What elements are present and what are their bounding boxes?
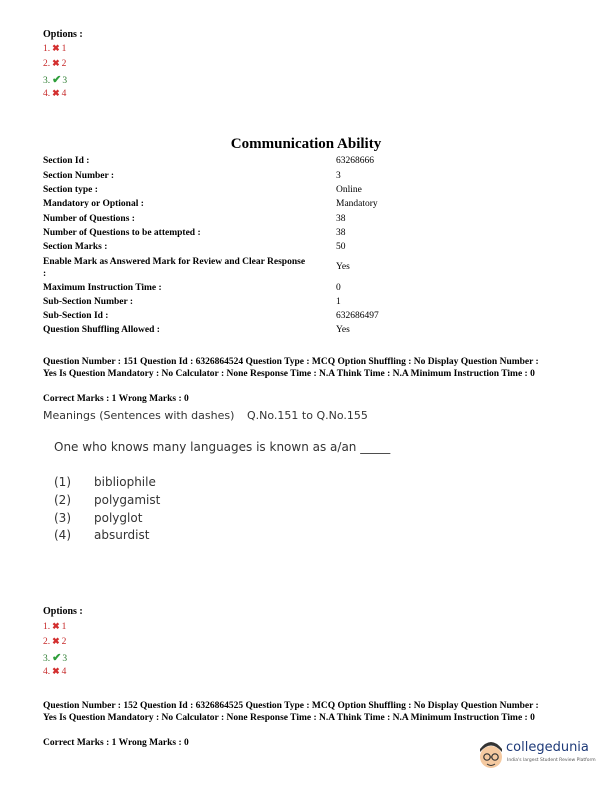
- info-value: 38: [336, 228, 346, 238]
- option-item: [43, 651, 67, 664]
- option-label: 2: [61, 59, 67, 69]
- collegedunia-logo: [476, 737, 606, 777]
- info-value: Mandatory: [336, 199, 378, 209]
- option-label: 2: [61, 637, 67, 647]
- info-label: Sub-Section Id :: [43, 311, 109, 321]
- question-header: Question Number : 152 Question Id : 6326864525 Question Type : MCQ Option Shuffling : No Display Question Number : Yes Is Question Mandatory : No Calculator : None Response Time : N.A Think Time : N.A Minimum Instruction Time : 0: [43, 701, 539, 723]
- option-item: [43, 73, 67, 86]
- info-label: Section Id :: [43, 156, 90, 166]
- option-number: 2.: [43, 59, 51, 69]
- info-value: 63268666: [336, 156, 374, 166]
- info-value: 38: [336, 214, 346, 224]
- option-number: 3.: [43, 76, 51, 86]
- info-label: Sub-Section Number :: [43, 297, 134, 307]
- question-marks: Correct Marks : 1 Wrong Marks : 0: [43, 738, 189, 748]
- option-label: 4: [61, 89, 67, 99]
- option-label: 3: [62, 76, 68, 86]
- info-label: Maximum Instruction Time :: [43, 283, 162, 293]
- option-item: [43, 666, 66, 677]
- info-label-continuation: :: [43, 269, 47, 279]
- question-text: One who knows many languages is known as a/an _____: [54, 440, 391, 454]
- option-number: 4.: [43, 667, 51, 677]
- correct-check-icon: ✔: [52, 74, 62, 86]
- option-item: [43, 43, 66, 54]
- option-label: 4: [61, 667, 67, 677]
- question-topic: Meanings (Sentences with dashes): [43, 409, 235, 422]
- logo-name: collegedunia: [506, 740, 589, 755]
- wrong-icon: ✖: [52, 621, 60, 631]
- mascot-icon: [476, 737, 506, 773]
- wrong-icon: ✖: [52, 58, 60, 68]
- choice-number: (2): [54, 493, 71, 507]
- info-label: Mandatory or Optional :: [43, 199, 144, 209]
- info-value: 1: [336, 297, 341, 307]
- info-label: Question Shuffling Allowed :: [43, 325, 160, 335]
- choice-text: bibliophile: [94, 475, 156, 489]
- option-label: 1: [61, 44, 67, 54]
- option-item: [43, 58, 66, 69]
- option-item: [43, 636, 66, 647]
- option-number: 1.: [43, 622, 51, 632]
- info-value: Yes: [336, 262, 350, 272]
- info-value: 632686497: [336, 311, 379, 321]
- choice-text: polyglot: [94, 511, 143, 525]
- info-value: 0: [336, 283, 341, 293]
- correct-check-icon: ✔: [52, 652, 62, 664]
- choice-number: (1): [54, 475, 71, 489]
- wrong-icon: ✖: [52, 666, 60, 676]
- option-item: [43, 88, 66, 99]
- choice-text: polygamist: [94, 493, 161, 507]
- info-value: Yes: [336, 325, 350, 335]
- question-header: Question Number : 151 Question Id : 6326864524 Question Type : MCQ Option Shuffling : No Display Question Number : Yes Is Question Mandatory : No Calculator : None Response Time : N.A Think Time : N.A Minimum Instruction Time : 0: [43, 357, 539, 379]
- choice-number: (3): [54, 511, 71, 525]
- info-label: Section Marks :: [43, 242, 108, 252]
- info-label: Section Number :: [43, 171, 115, 181]
- option-item: [43, 621, 66, 632]
- question-range: Q.No.151 to Q.No.155: [247, 409, 368, 422]
- info-label: Enable Mark as Answered Mark for Review and Clear Response: [43, 257, 306, 267]
- option-label: 1: [61, 622, 67, 632]
- info-label: Number of Questions to be attempted :: [43, 228, 201, 238]
- option-label: 3: [62, 654, 68, 664]
- question-marks: Correct Marks : 1 Wrong Marks : 0: [43, 394, 189, 404]
- wrong-icon: ✖: [52, 43, 60, 53]
- option-number: 4.: [43, 89, 51, 99]
- option-number: 3.: [43, 654, 51, 664]
- wrong-icon: ✖: [52, 636, 60, 646]
- option-number: 2.: [43, 637, 51, 647]
- info-value: Online: [336, 185, 362, 195]
- choice-number: (4): [54, 528, 71, 542]
- section-title: Communication Ability: [230, 136, 382, 152]
- info-label: Section type :: [43, 185, 98, 195]
- wrong-icon: ✖: [52, 88, 60, 98]
- choice-text: absurdist: [94, 528, 150, 542]
- info-value: 3: [336, 171, 341, 181]
- option-number: 1.: [43, 44, 51, 54]
- options-title: Options :: [43, 29, 83, 40]
- info-value: 50: [336, 242, 346, 252]
- logo-tagline: India's largest Student Review Platform: [507, 758, 596, 763]
- info-label: Number of Questions :: [43, 214, 135, 224]
- options-title: Options :: [43, 606, 83, 617]
